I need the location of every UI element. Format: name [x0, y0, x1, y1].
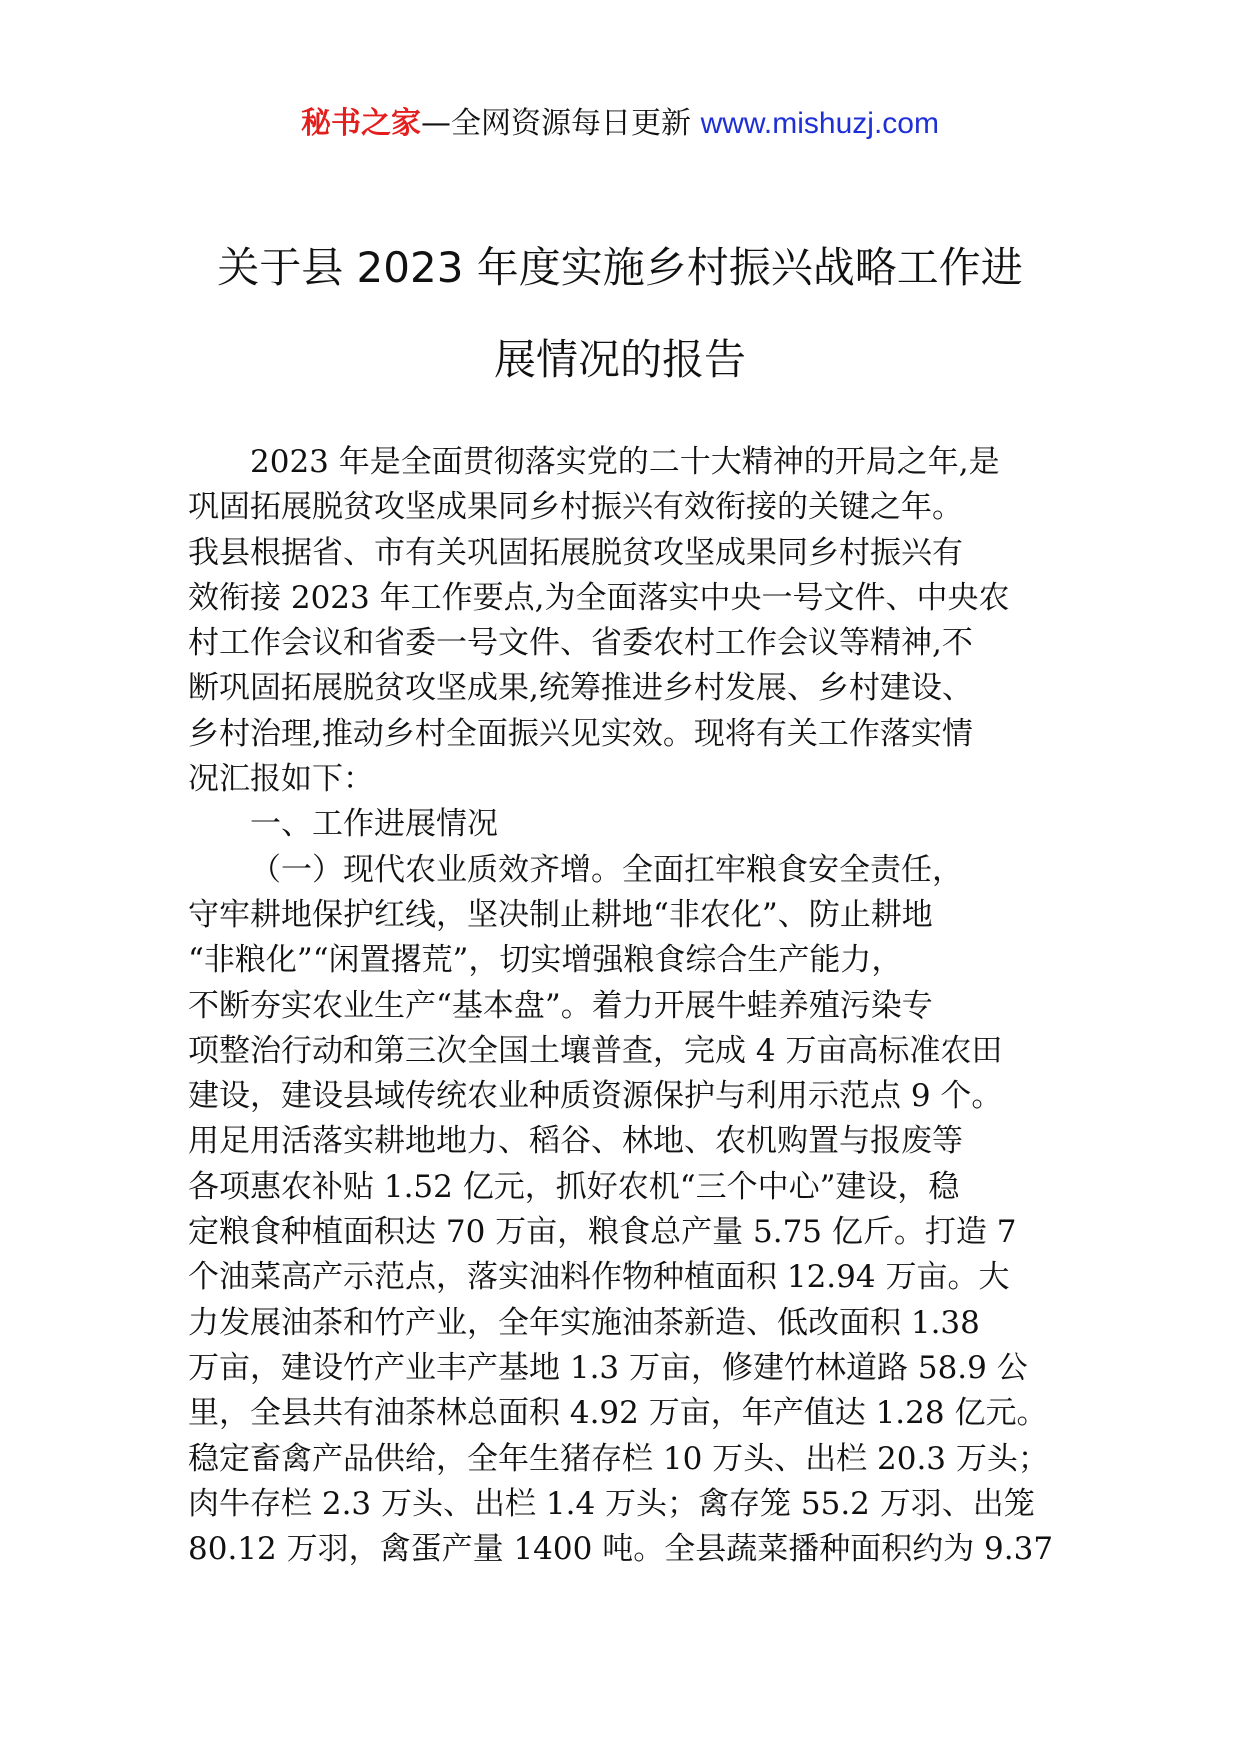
paragraph-line: 效衔接 2023 年工作要点,为全面落实中央一号文件、中央农	[188, 579, 1010, 616]
paragraph-line: 2023 年是全面贯彻落实党的二十大精神的开局之年,是	[250, 444, 1000, 480]
paragraph-line: 项整治行动和第三次全国土壤普查，完成 4 万亩高标准农田	[188, 1032, 1003, 1069]
paragraph-line: 用足用活落实耕地地力、稻谷、林地、农机购置与报废等	[188, 1123, 963, 1160]
site-header	[0, 100, 1240, 148]
paragraph-line: 我县根据省、市有关巩固拓展脱贫攻坚成果同乡村振兴有	[188, 534, 963, 571]
brand-name: 秘书之家	[301, 106, 422, 141]
paragraph-line: 里，全县共有油茶林总面积 4.92 万亩，年产值达 1.28 亿元。	[188, 1395, 1048, 1432]
paragraph-line: 断巩固拓展脱贫攻坚成果,统筹推进乡村发展、乡村建设、	[188, 670, 973, 707]
document-title	[150, 222, 1090, 406]
title-line: 展情况的报告	[493, 335, 746, 384]
paragraph-line: 不断夯实农业生产“基本盘”。着力开展牛蛙养殖污染专	[188, 987, 933, 1024]
paragraph-line: 定粮食种植面积达 70 万亩，粮食总产量 5.75 亿斤。打造 7	[188, 1214, 1017, 1251]
paragraph-line: （一）现代农业质效齐增。全面扛牢粮食安全责任，	[250, 851, 963, 888]
paragraph-line: “非粮化”“闲置撂荒”，切实增强粮食综合生产能力，	[188, 942, 903, 979]
section-heading: 一、工作进展情况	[250, 806, 498, 843]
paragraph-line: 肉牛存栏 2.3 万头、出栏 1.4 万头；禽存笼 55.2 万羽、出笼	[188, 1485, 1035, 1522]
document-body	[188, 440, 1068, 1572]
paragraph-line: 乡村治理,推动乡村全面振兴见实效。现将有关工作落实情	[188, 715, 973, 752]
header-tagline: —全网资源每日更新	[421, 106, 692, 141]
paragraph-line: 况汇报如下：	[188, 761, 374, 798]
paragraph-line: 力发展油茶和竹产业，全年实施油茶新造、低改面积 1.38	[188, 1304, 980, 1341]
paragraph-line: 巩固拓展脱贫攻坚成果同乡村振兴有效衔接的关键之年。	[188, 489, 963, 526]
paragraph-line: 个油菜高产示范点，落实油料作物种植面积 12.94 万亩。大	[188, 1259, 1010, 1296]
paragraph-line: 建设，建设县域传统农业种质资源保护与利用示范点 9 个。	[188, 1078, 1003, 1115]
paragraph-line: 万亩，建设竹产业丰产基地 1.3 万亩，修建竹林道路 58.9 公	[188, 1349, 1028, 1386]
paragraph-line: 各项惠农补贴 1.52 亿元，抓好农机“三个中心”建设，稳	[188, 1168, 960, 1205]
site-url-link[interactable]: www.mishuzj.com	[700, 107, 939, 140]
paragraph-line: 村工作会议和省委一号文件、省委农村工作会议等精神,不	[188, 625, 973, 662]
paragraph-line: 稳定畜禽产品供给，全年生猪存栏 10 万头、出栏 20.3 万头；	[188, 1440, 1049, 1477]
title-line: 关于县 2023 年度实施乡村振兴战略工作进	[217, 243, 1023, 292]
paragraph-line: 80.12 万羽，禽蛋产量 1400 吨。全县蔬菜播种面积约为 9.37	[188, 1531, 1054, 1568]
paragraph-line: 守牢耕地保护红线，坚决制止耕地“非农化”、防止耕地	[188, 896, 933, 933]
